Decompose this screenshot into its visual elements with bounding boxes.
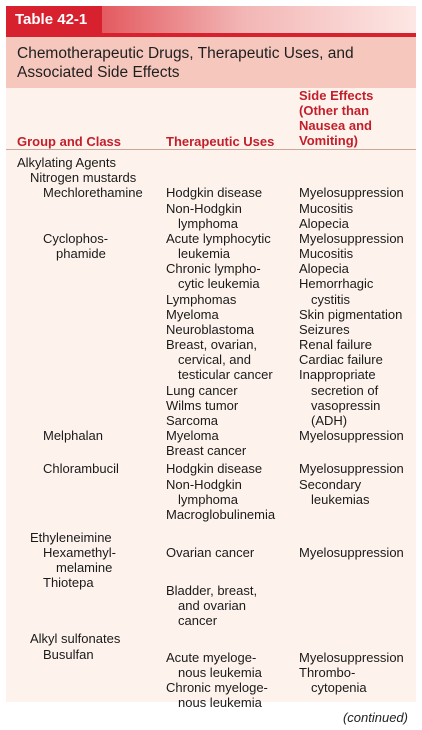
table-cell-uses: Lymphomas [166, 291, 237, 307]
table-cell-effects: Mucositis [299, 246, 354, 261]
table-cell-group: Melphalan [43, 428, 103, 444]
side-effects-header-line: Vomiting) [299, 133, 358, 148]
table-label-tab [6, 6, 102, 33]
table-cell-uses: Myeloma [166, 306, 219, 322]
table-cell-uses: Lung cancer [166, 382, 238, 398]
table-cell-uses: cervical, and [178, 352, 251, 368]
table-cell-uses: Acute lymphocytic [166, 230, 271, 246]
table-cell-group: Mechlorethamine [43, 185, 143, 201]
table-cell-uses: nous leukemia [178, 695, 262, 711]
table-cell-uses: Chronic myeloge- [166, 679, 268, 695]
table-cell-uses: Non-Hodgkin [166, 476, 242, 492]
continued-note: (continued) [342, 710, 408, 725]
table-cell-effects: Secondary [299, 476, 362, 492]
table-cell-uses: Macroglobulinemia [166, 506, 276, 522]
table-cell-effects: Seizures [299, 321, 350, 337]
table-cell-uses: Ovarian cancer [166, 544, 255, 560]
side-effects-header-line: Nausea and [299, 118, 372, 133]
table-title-line-2: Associated Side Effects [17, 64, 180, 81]
table-cell-effects: cystitis [311, 291, 350, 307]
table-cell-uses: cancer [178, 613, 218, 629]
table-cell-uses: Chronic lympho- [166, 261, 261, 277]
table-cell-effects: Hemorrhagic [299, 276, 374, 292]
table-cell-uses: and ovarian [178, 598, 246, 613]
table-cell-effects: vasopressin [311, 397, 381, 413]
table-cell-effects: (ADH) [311, 412, 348, 428]
table-cell-effects: Skin pigmentation [299, 306, 403, 322]
table-title-line-1: Chemotherapeutic Drugs, Therapeutic Uses, and [17, 45, 354, 62]
table-cell-effects: Mucositis [299, 200, 354, 216]
table-cell-uses: Non-Hodgkin [166, 200, 242, 216]
table-cell-uses: nous leukemia [178, 664, 262, 680]
table-cell-group: phamide [56, 246, 106, 261]
table-cell-uses: lymphoma [178, 215, 238, 231]
table-cell-group: Ethyleneimine [30, 529, 112, 545]
table-cell-group: Alkylating Agents [17, 155, 117, 170]
table-cell-effects: Myelosuppression [299, 544, 404, 560]
table-cell-uses: testicular cancer [178, 367, 273, 383]
table-cell-uses: Sarcoma [166, 412, 219, 428]
table-cell-uses: Breast, ovarian, [166, 337, 258, 352]
table-cell-effects: Myelosuppression [299, 185, 404, 201]
table-cell-uses: cytic leukemia [178, 276, 260, 292]
table-cell-uses: lymphoma [178, 491, 238, 507]
table-cell-group: Nitrogen mustards [30, 170, 137, 186]
table-cell-effects: Myelosuppression [299, 428, 404, 444]
table-cell-uses: Myeloma [166, 428, 219, 444]
table-cell-group: melamine [56, 560, 113, 575]
table-cell-effects: Cardiac failure [299, 352, 383, 368]
table-cell-effects: Alopecia [299, 261, 349, 277]
table-cell-uses: Wilms tumor [166, 397, 239, 413]
header-divider [6, 149, 416, 150]
table-cell-effects: Myelosuppression [299, 230, 404, 246]
column-header-uses: Therapeutic Uses [166, 134, 275, 149]
column-header-group: Group and Class [17, 134, 122, 149]
header-gradient-bar [102, 6, 416, 33]
table-cell-uses: Bladder, breast, [166, 582, 258, 598]
table-title [6, 37, 416, 88]
table-cell-effects: secretion of [311, 382, 379, 398]
table-cell-group: Hexamethyl- [43, 544, 116, 560]
table-cell-uses: leukemia [178, 246, 231, 261]
table-cell-effects: cytopenia [311, 679, 367, 695]
table-cell-effects: Inappropriate [299, 367, 376, 383]
table-cell-effects: leukemias [311, 491, 370, 507]
table-cell-effects: Alopecia [299, 215, 349, 231]
table-cell-uses: Acute myeloge- [166, 649, 257, 665]
table-cell-uses: Hodgkin disease [166, 185, 263, 201]
table-cell-group: Chlorambucil [43, 461, 119, 477]
side-effects-header-line: (Other than [299, 103, 370, 118]
column-header-side-effects [299, 88, 373, 148]
table-label: Table 42-1 [15, 11, 88, 28]
side-effects-header-line: Side Effects [299, 88, 374, 103]
table-cell-uses: Neuroblastoma [166, 321, 255, 337]
table-cell-uses: Breast cancer [166, 443, 247, 459]
table-cell-group: Cyclophos- [43, 230, 109, 246]
table-cell-effects: Myelosuppression [299, 649, 404, 665]
table-cell-uses: Hodgkin disease [166, 461, 263, 477]
table-cell-group: Thiotepa [43, 575, 94, 591]
table-cell-group: Busulfan [43, 646, 94, 662]
table-cell-effects: Thrombo- [299, 664, 356, 680]
table-cell-effects: Renal failure [299, 337, 372, 352]
table-cell-group: Alkyl sulfonates [30, 631, 121, 647]
table-cell-effects: Myelosuppression [299, 461, 404, 477]
